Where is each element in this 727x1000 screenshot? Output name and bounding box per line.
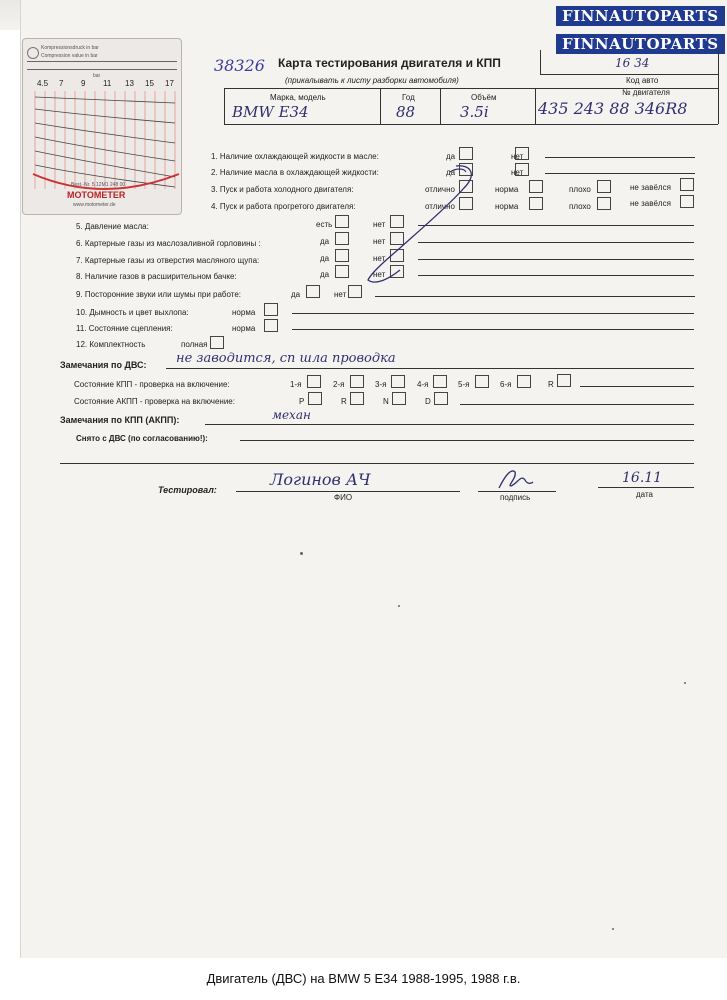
item-8-yes-checkbox[interactable] [335, 265, 349, 278]
item-1-line [545, 157, 695, 158]
akpp-gear-label: D [425, 397, 431, 406]
scan-speck [684, 682, 686, 684]
kpp-gear-label: 3-я [375, 380, 387, 389]
kpp-gear-label: 4-я [417, 380, 429, 389]
punch-hole-icon [27, 47, 39, 59]
item-1-label: 1. Наличие охлаждающей жидкости в масле: [211, 152, 379, 161]
item-8-opt-yes: да [320, 270, 330, 279]
item-1-opt-no: нет [511, 152, 524, 161]
image-caption: Двигатель (ДВС) на BMW 5 E34 1988-1995, 1988 г.в. [0, 958, 727, 1000]
kpp-gear-1-checkbox[interactable] [307, 375, 321, 388]
item-3-opt-not-started: не завёлся [630, 183, 671, 192]
signature-label: подпись [500, 493, 531, 502]
item-3-opt-normal: норма [495, 185, 519, 194]
kpp-gear-label: 1-я [290, 380, 302, 389]
item-1-opt-yes: да [446, 152, 456, 161]
fio-line [236, 491, 460, 492]
table-line [540, 50, 541, 74]
kpp-gear-label: 6-я [500, 380, 512, 389]
date-line [598, 487, 694, 488]
gauge-scale-tick: 13 [125, 79, 134, 88]
item-7-label: 7. Картерные газы из отверстия масляного щупа: [76, 256, 260, 265]
item-4-opt-bad: плохо [569, 202, 591, 211]
item-8-opt-no: нет [373, 270, 386, 279]
gauge-divider-2 [27, 69, 177, 70]
gauge-scale-tick: 11 [103, 79, 112, 88]
item-9-opt-no: нет [334, 290, 347, 299]
scan-speck [300, 552, 303, 555]
item-4-normal-checkbox[interactable] [529, 197, 543, 210]
item-4-label: 4. Пуск и работа прогретого двигателя: [211, 202, 356, 211]
removed-label: Снято с ДВС (по согласованию!): [76, 434, 208, 443]
item-12-full-checkbox[interactable] [210, 336, 224, 349]
kpp-gear-6-checkbox[interactable] [517, 375, 531, 388]
akpp-gear-label: N [383, 397, 389, 406]
signature-mark [495, 466, 535, 492]
item-1-yes-checkbox[interactable] [459, 147, 473, 160]
gauge-text-1: Kompressionsdruck in bar [41, 45, 99, 51]
engine-number-header: № двигателя [622, 88, 670, 97]
date-value[interactable]: 16.11 [622, 470, 663, 486]
scan-speck [612, 928, 614, 930]
kpp-gear-4-checkbox[interactable] [433, 375, 447, 388]
item-2-no-checkbox[interactable] [515, 163, 529, 176]
item-4-opt-excellent: отлично [425, 202, 455, 211]
volume-value: 3.5i [460, 103, 489, 121]
car-code-value: 16 34 [615, 56, 650, 70]
table-line [440, 88, 441, 124]
item-9-line [375, 296, 695, 297]
item-3-bad-checkbox[interactable] [597, 180, 611, 193]
gauge-scale-tick: 4.5 [37, 79, 49, 88]
item-5-opt-no: нет [373, 220, 386, 229]
item-6-opt-yes: да [320, 237, 330, 246]
akpp-gear-n-checkbox[interactable] [392, 392, 406, 405]
item-2-opt-no: нет [511, 168, 524, 177]
gauge-scale-tick: 15 [145, 79, 154, 88]
item-2-label: 2. Наличие масла в охлаждающей жидкости: [211, 168, 379, 177]
item-3-label: 3. Пуск и работа холодного двигателя: [211, 185, 354, 194]
item-10-opt-normal: норма [232, 308, 256, 317]
kpp-line [580, 386, 694, 387]
handwritten-number: 38326 [214, 56, 265, 75]
item-3-opt-excellent: отлично [425, 185, 455, 194]
item-12-opt-full: полная [181, 340, 208, 349]
item-4-not-started-checkbox[interactable] [680, 195, 694, 208]
gauge-chart-grid [23, 79, 181, 199]
kpp-gear-r-checkbox[interactable] [557, 374, 571, 387]
kpp-gear-label: 2-я [333, 380, 345, 389]
item-9-label: 9. Посторонние звуки или шумы при работе: [76, 290, 242, 299]
gauge-part-number: Best.-Nr. 5 12M1 248 00 [71, 182, 126, 188]
make-model-value: BMW E34 [232, 103, 309, 121]
engine-notes-label: Замечания по ДВС: [60, 360, 147, 370]
engine-notes-value[interactable]: не заводится, сп шла проводка [176, 351, 396, 366]
make-model-header: Марка, модель [270, 93, 326, 102]
engine-number-value: 435 243 88 346R8 [538, 99, 688, 118]
form-title: Карта тестирования двигателя и КПП [278, 56, 501, 70]
item-4-opt-normal: норма [495, 202, 519, 211]
item-10-normal-checkbox[interactable] [264, 303, 278, 316]
watermark-logo-2: FINNAUTOPARTS [556, 34, 725, 54]
compression-gauge-card [22, 38, 182, 215]
item-6-label: 6. Картерные газы из маслозаливной горловины : [76, 239, 261, 248]
date-label: дата [636, 490, 653, 499]
kpp-check-label: Состояние КПП - проверка на включение: [74, 380, 230, 389]
item-3-opt-bad: плохо [569, 185, 591, 194]
akpp-gear-d-checkbox[interactable] [434, 392, 448, 405]
item-2-line [545, 173, 695, 174]
item-1-no-checkbox[interactable] [515, 147, 529, 160]
gauge-website: www.motometer.de [73, 202, 116, 208]
item-12-label: 12. Комплектность [76, 340, 146, 349]
kpp-gear-label: 5-я [458, 380, 470, 389]
item-6-opt-no: нет [373, 237, 386, 246]
gauge-scale-tick: 17 [165, 79, 174, 88]
item-10-label: 10. Дымность и цвет выхлопа: [76, 308, 189, 317]
removed-line [240, 440, 694, 441]
gauge-divider [27, 61, 177, 62]
akpp-line [460, 404, 694, 405]
item-5-opt-yes: есть [316, 220, 333, 229]
gauge-text-2: Compression value in bar [41, 53, 98, 59]
gauge-scale [37, 79, 177, 89]
gauge-text-3: bar [93, 73, 101, 79]
akpp-gear-label: P [299, 397, 305, 406]
akpp-check-label: Состояние АКПП - проверка на включение: [74, 397, 235, 406]
year-header: Год [402, 93, 415, 102]
table-line [718, 50, 719, 124]
kpp-notes-label: Замечания по КПП (АКПП): [60, 415, 180, 425]
kpp-notes-line [205, 424, 694, 425]
year-value: 88 [396, 103, 416, 121]
item-7-opt-yes: да [320, 254, 330, 263]
motometer-logo: MOTOMETER [67, 190, 126, 200]
item-3-not-started-checkbox[interactable] [680, 178, 694, 191]
tester-name-value[interactable]: Логинов АЧ [270, 470, 371, 489]
fio-label: ФИО [334, 493, 353, 502]
tested-by-label: Тестировал: [158, 485, 217, 495]
gauge-scale-tick: 7 [59, 79, 64, 88]
kpp-gear-label: R [548, 380, 554, 389]
item-4-opt-not-started: не завёлся [630, 199, 671, 208]
form-subtitle: (прикалывать к листу разборки автомобиля) [285, 76, 459, 85]
scan-speck [398, 605, 400, 607]
kpp-notes-value[interactable]: механ [272, 408, 311, 422]
removed-line-2 [60, 463, 694, 464]
kpp-gear-2-checkbox[interactable] [350, 375, 364, 388]
engine-notes-line [166, 368, 694, 369]
table-line [540, 74, 718, 75]
item-11-opt-normal: норма [232, 324, 256, 333]
checkmark-stroke [360, 160, 490, 290]
akpp-gear-label: R [341, 397, 347, 406]
item-2-opt-yes: да [446, 168, 456, 177]
item-5-yes-checkbox[interactable] [335, 215, 349, 228]
item-11-normal-checkbox[interactable] [264, 319, 278, 332]
item-7-yes-checkbox[interactable] [335, 249, 349, 262]
item-7-opt-no: нет [373, 254, 386, 263]
kpp-gear-3-checkbox[interactable] [391, 375, 405, 388]
item-3-normal-checkbox[interactable] [529, 180, 543, 193]
akpp-gear-r-checkbox[interactable] [350, 392, 364, 405]
item-10-line [292, 313, 694, 314]
item-9-opt-yes: да [291, 290, 301, 299]
akpp-gear-p-checkbox[interactable] [308, 392, 322, 405]
gauge-scale-tick: 9 [81, 79, 86, 88]
item-6-yes-checkbox[interactable] [335, 232, 349, 245]
item-5-label: 5. Давление масла: [76, 222, 149, 231]
kpp-gear-5-checkbox[interactable] [475, 375, 489, 388]
item-9-yes-checkbox[interactable] [306, 285, 320, 298]
table-line [224, 88, 225, 124]
car-code-label: Код авто [626, 76, 659, 85]
item-8-label: 8. Наличие газов в расширительном бачке: [76, 272, 237, 281]
item-11-label: 11. Состояние сцепления: [76, 324, 173, 333]
signature-line [478, 491, 556, 492]
table-line [380, 88, 381, 124]
volume-header: Объём [471, 93, 497, 102]
table-line [535, 88, 536, 124]
watermark-logo: FINNAUTOPARTS [556, 6, 725, 26]
item-4-bad-checkbox[interactable] [597, 197, 611, 210]
table-line [224, 124, 718, 125]
item-11-line [292, 329, 694, 330]
